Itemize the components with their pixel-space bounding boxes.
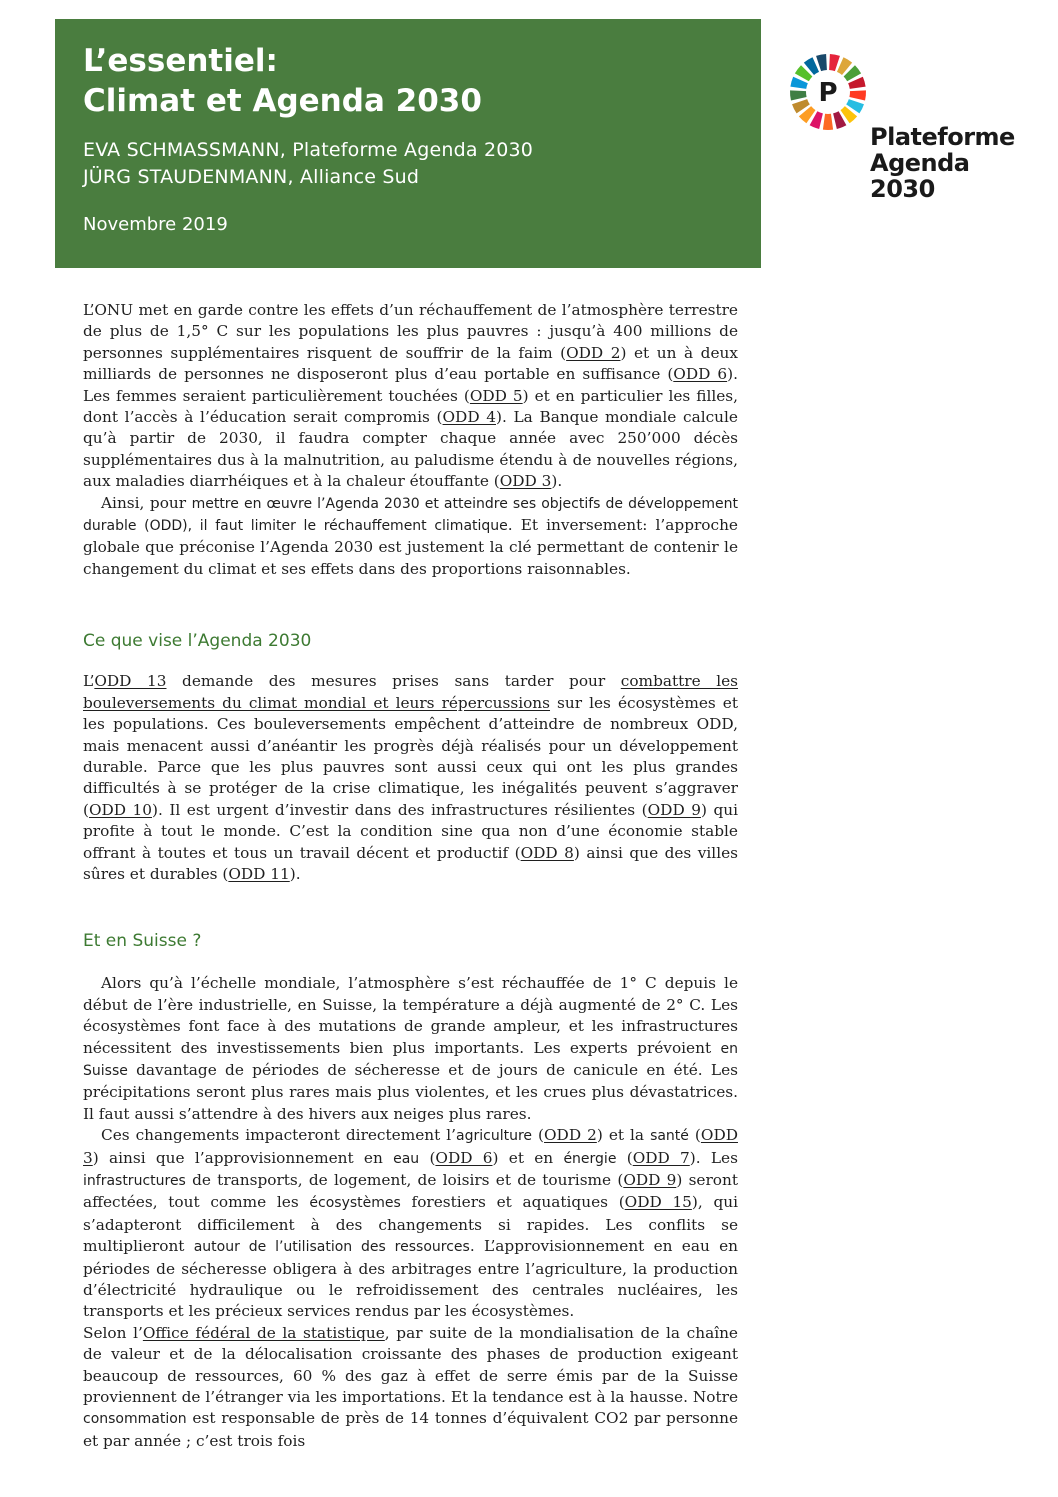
emphasis-text: eau: [393, 1150, 420, 1167]
paragraph-2: [83, 493, 738, 581]
wheel-segment: [823, 114, 833, 130]
emphasis-text: infrastructures: [83, 1173, 186, 1189]
wheel-segment: [816, 54, 827, 71]
text-run: ) et en particulier les filles, dont l’accès à l’éducation serait compromis (: [83, 386, 738, 427]
link-odd-3[interactable]: ODD 3: [83, 1126, 738, 1167]
text-run: (: [532, 1126, 545, 1145]
logo-wordmark: [870, 124, 1015, 202]
text-run: Ainsi, pour: [101, 493, 192, 512]
text-run: ) ainsi que des villes sûres et durables (: [83, 843, 738, 883]
link-odd-8[interactable]: ODD 8: [520, 843, 574, 862]
text-run: L’ONU met en garde contre les effets d’un réchauffement de l’atmosphère terrestre de plus de 1,5° C sur les populations les plus pauvres : jusqu’à 400 millions de personnes supplémentaires risquent de souffrir de la faim (: [83, 301, 738, 362]
paragraph-3: [83, 671, 738, 885]
text-run: de transports, de logement, de loisirs et de tourisme (: [185, 1171, 624, 1189]
text-run: ) et en: [492, 1148, 564, 1167]
text-run: ) et la: [596, 1126, 651, 1145]
link-odd-9[interactable]: ODD 9: [623, 1171, 677, 1189]
link-odd-4[interactable]: ODD 4: [442, 408, 496, 427]
link-odd-6[interactable]: ODD 6: [673, 365, 728, 384]
text-run: ), qui s’adapteront difficilement à des changements si rapides. Les conflits se multiplieront: [83, 1193, 738, 1256]
text-run: davantage de périodes de sécheresse et de jours de canicule en été. Les précipitations seront plus rares mais plus violentes, et les crues plus dévastatrices. Il faut aussi s’attendre à des hivers aux neiges plus rares.: [83, 1060, 738, 1123]
link-odd-7[interactable]: ODD 7: [632, 1148, 690, 1167]
link-odd-10[interactable]: ODD 10: [88, 800, 153, 819]
text-run: Selon l’: [83, 1323, 143, 1342]
link-climate-target[interactable]: combattre les bouleversements du climat mondial et leurs répercussions: [83, 672, 739, 712]
author-2-org: , Alliance Sud: [287, 166, 420, 188]
emphasis-text: énergie: [563, 1150, 617, 1167]
author-2-name: JÜRG STAUDENMANN: [83, 166, 288, 188]
emphasis-text: écosystèmes: [309, 1195, 401, 1212]
link-odd-3[interactable]: ODD 3: [499, 472, 552, 491]
link-office-statistique[interactable]: Office fédéral de la statistique: [142, 1323, 385, 1342]
emphasis-text: santé: [650, 1128, 689, 1145]
paragraph-5: [83, 1125, 738, 1323]
publication-date: Novembre 2019: [83, 214, 228, 235]
link-odd-2[interactable]: ODD 2: [566, 343, 621, 362]
text-run: . Et inversement: l’approche globale que préconise l’Agenda 2030 est justement la clé permettant de contenir le changement du climat et ses effets dans des proportions raisonnables.: [83, 516, 738, 578]
text-run: est responsable de près de 14 tonnes d’équivalent CO2 par personne et par année ; c’est trois fois: [83, 1409, 738, 1450]
section-heading-agenda: Ce que vise l’Agenda 2030: [83, 631, 312, 652]
text-run: (: [688, 1126, 701, 1145]
title-line-2: Climat et Agenda 2030: [83, 83, 482, 119]
sdg-wheel-icon: [788, 52, 868, 132]
logo: [788, 52, 1028, 212]
text-run: ) seront affectées, tout comme les: [83, 1171, 738, 1212]
text-run: . L’approvisionnement en eau en périodes de sécheresse obligera à des arbitrages entre l’agriculture, la production d’électricité hydraulique ou le refroidissement des centrales nucléaires, les transports et les précieux services rendus par les écosystèmes.: [83, 1237, 738, 1321]
header-banner: [55, 19, 761, 268]
emphasis-text: agriculture: [456, 1128, 533, 1145]
text-run: , par suite de la mondialisation de la chaîne de valeur et de la délocalisation croissante des phases de production exigeant beaucoup de ressources, 60 % des gaz à effet de serre émis par de la Suisse proviennent de l’étranger via les importations. Et la tendance est à la hausse. Notre: [83, 1323, 738, 1407]
link-odd-11[interactable]: ODD 11: [228, 864, 290, 883]
author-1-org: , Plateforme Agenda 2030: [279, 139, 534, 161]
text-run: ). La Banque mondiale calcule qu’à partir de 2030, il faudra compter chaque année avec 250’000 décès supplémentaires dus à la malnutrition, au paludisme étendu à de nouvelles régions, aux maladies diarrhéiques et à la chaleur étouffante (: [83, 408, 738, 491]
text-run: forestiers et aquatiques (: [400, 1193, 625, 1212]
link-odd-15[interactable]: ODD 15: [624, 1193, 692, 1212]
emphasis-text: mettre en œuvre l’Agenda 2030 et atteindre ses objectifs de développement durable (ODD), il faut limiter le réchauffement climatique: [83, 495, 738, 535]
link-odd-13[interactable]: ODD 13: [94, 672, 167, 691]
authors: [83, 137, 733, 191]
text-run: sur les écosystèmes et les populations. Ces bouleversements empêchent d’atteindre de nombreux ODD, mais menacent aussi d’anéantir les progrès déjà réalisés pour un développement durable. Parce que les plus pauvres sont aussi ceux qui ont les plus grandes difficultés à se protéger de la crise climatique, les inégalités peuvent s’aggraver (: [83, 693, 738, 819]
emphasis-text: en Suisse: [83, 1040, 738, 1079]
wheel-segment: [790, 90, 807, 100]
title-line-1: L’essentiel:: [83, 43, 278, 79]
link-odd-9[interactable]: ODD 9: [647, 800, 701, 819]
text-run: L’: [83, 672, 95, 691]
wheel-segment: [849, 90, 866, 100]
text-run: ) qui profite à tout le monde. C’est la condition sine qua non d’une économie stable offrant à toutes et tous un travail décent et productif (: [83, 800, 738, 862]
text-run: ) ainsi que l’approvisionnement en: [92, 1148, 394, 1167]
text-run: ).: [551, 472, 563, 491]
paragraph-1: [83, 300, 738, 493]
author-2: [83, 164, 733, 191]
author-1-name: EVA SCHMASSMANN: [83, 139, 280, 161]
paragraph-6: [83, 1323, 738, 1452]
document-title: [83, 41, 733, 121]
link-odd-6[interactable]: ODD 6: [435, 1148, 493, 1167]
text-run: (: [419, 1148, 436, 1167]
text-run: ). Les femmes seraient particulièrement touchées (: [83, 365, 738, 405]
text-run: ) et un à deux milliards de personnes ne disposeront plus d’eau portable en suffisance (: [83, 343, 738, 384]
text-run: Ces changements impacteront directement l’: [101, 1126, 457, 1145]
logo-letter: P: [818, 78, 838, 108]
text-run: ).: [289, 864, 301, 883]
logo-line-2: Agenda: [870, 149, 970, 177]
wheel-segment: [829, 54, 840, 71]
text-run: Alors qu’à l’échelle mondiale, l’atmosphère s’est réchauffée de 1° C depuis le début de l’ère industrielle, en Suisse, la température a déjà augmenté de 2° C. Les écosystèmes font face à des mutations de grande ampleur, et les infrastructures nécessitent des investissements bien plus importants. Les experts prévoient: [83, 974, 738, 1057]
logo-line-1: Plateforme: [870, 123, 1015, 151]
link-odd-2[interactable]: ODD 2: [544, 1126, 597, 1145]
section-heading-suisse: Et en Suisse ?: [83, 931, 202, 952]
author-1: [83, 137, 733, 164]
emphasis-text: consommation: [83, 1411, 187, 1428]
article-body: [83, 300, 738, 1452]
emphasis-text: autour de l’utilisation des ressources: [193, 1239, 470, 1256]
text-run: (: [616, 1148, 633, 1167]
logo-line-3: 2030: [870, 175, 935, 203]
text-run: demande des mesures prises sans tarder pour: [166, 672, 621, 691]
paragraph-4: [83, 973, 738, 1125]
text-run: ). Les: [689, 1148, 738, 1167]
text-run: ). Il est urgent d’investir dans des infrastructures résilientes (: [152, 800, 648, 819]
link-odd-5[interactable]: ODD 5: [469, 386, 523, 405]
